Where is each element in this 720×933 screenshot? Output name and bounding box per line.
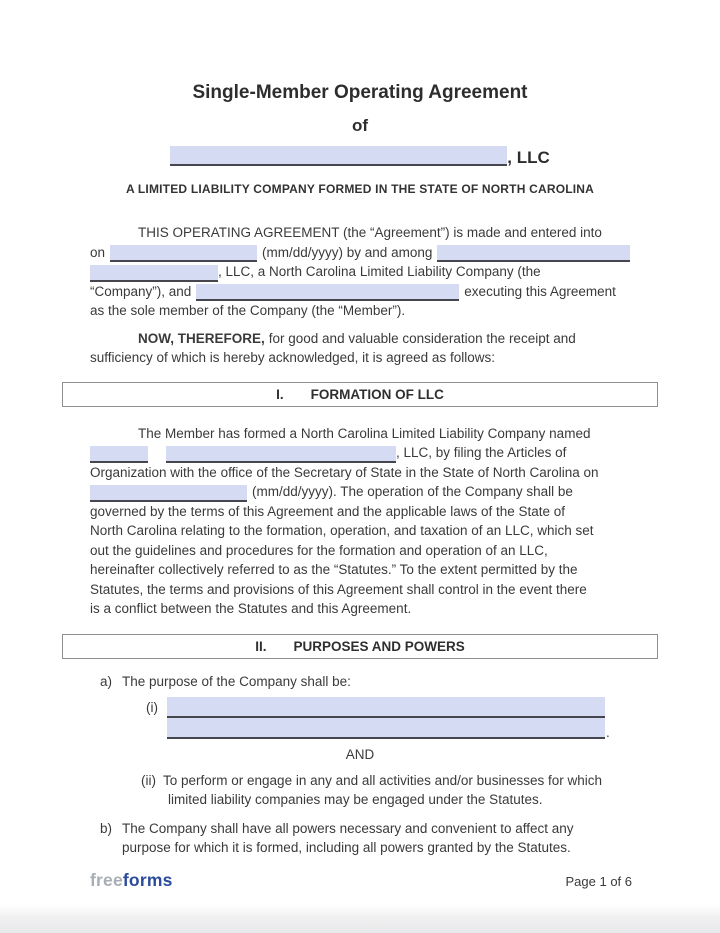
and-separator: AND	[345, 747, 375, 762]
document-title: Single-Member Operating Agreement	[192, 82, 528, 103]
formation-line4: (mm/dd/yyyy). The operation of the Company shall be	[252, 484, 573, 499]
item-b-line2: purpose for which it is formed, including all powers granted by the Statutes.	[122, 840, 571, 855]
formation-line2: , LLC, by filing the Articles of	[396, 445, 567, 460]
page-indicator: Page 1 of 6	[565, 874, 632, 889]
intro-line1: THIS OPERATING AGREEMENT (the “Agreement”) is made and entered into	[138, 225, 602, 240]
company-name-field-part2[interactable]	[90, 265, 218, 282]
section1-numeral: I.	[276, 386, 284, 402]
purpose-description-line1[interactable]	[167, 697, 605, 718]
intro-line5: as the sole member of the Company (the “Member”).	[90, 303, 406, 318]
scan-bottom-edge	[0, 905, 720, 933]
page-footer	[90, 870, 632, 891]
item-a-label: a)	[100, 673, 113, 689]
company-name-title-field[interactable]	[170, 146, 507, 166]
company-name-title-line	[90, 146, 630, 166]
list-item-b	[100, 819, 630, 858]
purpose-description-field[interactable]	[167, 697, 605, 739]
company-suffix-label: , LLC	[507, 148, 550, 167]
formation-company-name-short-field[interactable]	[90, 446, 148, 463]
now-therefore-paragraph	[90, 329, 630, 368]
item-b-label: b)	[100, 820, 113, 836]
section-heading-formation	[62, 382, 658, 407]
item-i-label: (i)	[146, 700, 158, 715]
purpose-description-line2[interactable]	[167, 718, 605, 739]
blank-terminator: .	[606, 725, 610, 740]
intro-line2-mid: (mm/dd/yyyy) by and among	[262, 244, 433, 260]
formation-line3: Organization with the office of the Secretary of State in the State of North Carolina on	[90, 464, 599, 480]
item-a-text: The purpose of the Company shall be:	[122, 673, 351, 689]
formation-line8: hereinafter collectively referred to as the “Statutes.” To the extent permitted by the	[90, 562, 578, 577]
section1-title: FORMATION OF LLC	[310, 386, 444, 402]
item-ii-label: (ii)	[141, 772, 156, 788]
intro-line4-post: executing this Agreement	[464, 283, 616, 299]
section2-title: PURPOSES AND POWERS	[293, 638, 465, 654]
title-connector: of	[351, 116, 369, 135]
agreement-date-field[interactable]	[110, 245, 257, 262]
list-item-a	[100, 672, 630, 692]
item-ii-line2: limited liability companies may be engaged under the Statutes.	[168, 792, 543, 807]
formation-line6: North Carolina relating to the formation, operation, and taxation of an LLC, which set	[90, 523, 594, 538]
intro-paragraph	[90, 223, 630, 321]
now-therefore-line2: sufficiency of which is hereby acknowledged, it is agreed as follows:	[90, 350, 495, 365]
intro-line4-pre: “Company”), and	[90, 283, 192, 299]
intro-line3: , LLC, a North Carolina Limited Liability Company (the	[218, 264, 541, 279]
filing-date-field[interactable]	[90, 485, 247, 502]
item-ii-line1: To perform or engage in any and all activities and/or businesses for which	[163, 772, 602, 788]
now-therefore-lead: NOW, THEREFORE,	[138, 330, 265, 346]
sole-member-name-field[interactable]	[196, 284, 459, 301]
section2-numeral: II.	[255, 638, 267, 654]
now-therefore-line1: for good and valuable consideration the receipt and	[268, 330, 576, 346]
formation-line10: is a conflict between the Statutes and this Agreement.	[90, 601, 412, 616]
list-item-ii	[141, 771, 630, 810]
company-name-field-part1[interactable]	[437, 245, 630, 262]
formation-line5: governed by the terms of this Agreement and the applicable laws of the State of	[90, 503, 566, 519]
formation-company-name-long-field[interactable]	[166, 446, 396, 463]
intro-line2-pre: on	[90, 244, 106, 260]
formation-paragraph	[90, 424, 630, 619]
brand-forms-text: forms	[122, 870, 173, 890]
formation-line7: out the guidelines and procedures for the formation and operation of an LLC,	[90, 542, 548, 558]
formation-line9: Statutes, the terms and provisions of this Agreement shall control in the event there	[90, 581, 587, 597]
list-item-i	[146, 697, 630, 739]
item-b-line1: The Company shall have all powers necessary and convenient to affect any	[122, 820, 574, 836]
brand-free-text: free	[90, 870, 123, 890]
freeforms-logo	[90, 870, 173, 891]
formation-line1: The Member has formed a North Carolina Limited Liability Company named	[138, 425, 591, 441]
document-subtitle: A LIMITED LIABILITY COMPANY FORMED IN THE STATE OF NORTH CAROLINA	[125, 182, 595, 196]
section-heading-purposes	[62, 634, 658, 659]
